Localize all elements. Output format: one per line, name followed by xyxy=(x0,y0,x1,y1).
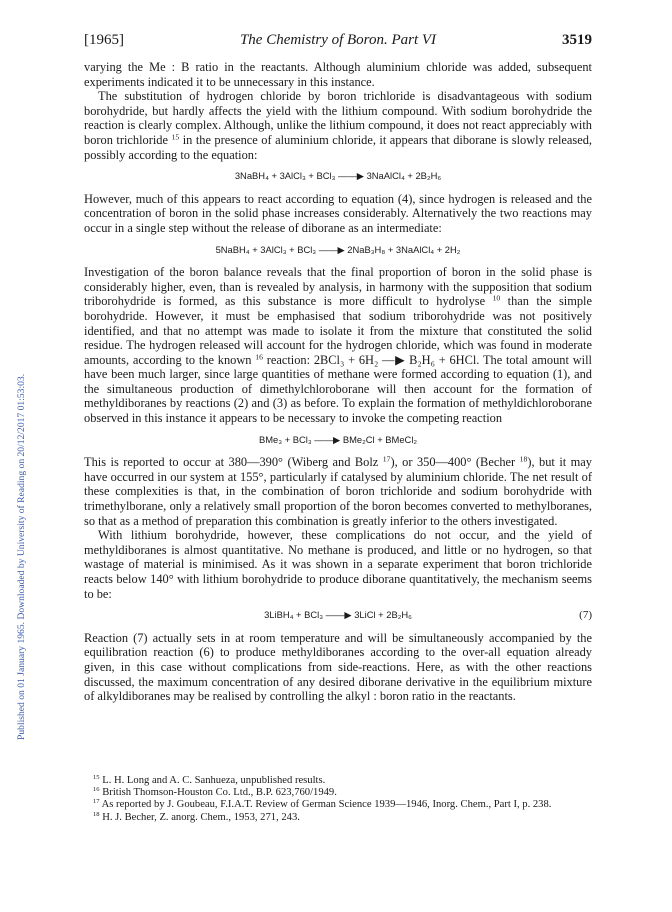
equation-2: 5NaBH₄ + 3AlCl₃ + BCl₃ ——▶ 2NaB₃H₈ + 3NaAlCl₄ + 2H₂ xyxy=(215,243,461,255)
paragraph-7-text: Reaction (7) actually sets in at room temperature and will be simultaneously accompanied by the equilibration reaction (6) to produce methyldiboranes according to the over-all equation already given, in this case without complications from side-reactions. Here, as with the other reactions discussed, the maximum concentration of any desired diborane derivative in the equilibrium mixture of alkyldiboranes may be realised by controlling the alkyl : boron ratio in the reactants. xyxy=(84,630,592,704)
paragraph-6-text: With lithium borohydride, however, these complications do not occur, and the yield of methyldiboranes is almost quantitative. No methane is produced, and little or no hydrogen, so that wastage of material is minimised. As it was shown in a separate experiment that boron trichloride reacts below 140° with lithium borohydride to produce diborane quantitatively, the mechanism seems to be: xyxy=(84,528,592,601)
footnote-number: 15 xyxy=(93,774,100,782)
footnote-17 xyxy=(84,799,592,811)
paragraph-2-text-b: in the presence of aluminium chloride, it appears that diborane is slowly released, possibly according to the equation: xyxy=(84,132,592,162)
equation-7-number: (7) xyxy=(579,609,592,622)
article-body xyxy=(84,60,592,704)
sidebar-publication-note xyxy=(6,150,27,750)
footnote-text: H. J. Becher, Z. anorg. Chem., 1953, 271, 243. xyxy=(102,811,300,823)
equation-7-text: 3LiBH₄ + BCl₃ ——▶ 3LiCl + 2B₂H₆ xyxy=(264,609,412,621)
reference-10: 10 xyxy=(492,293,501,303)
paragraph-5-text-c: ), but it may have occurred in our system at 155°, particularly if catalysed by aluminium chloride. The net result of these complexities is that, in the combination of boron trichloride and sodium borohydride with trimethylborane, only a relatively small proportion of the boron becomes converted to methylboranes, so that as a method of preparation this combination is greatly inferior to the others investigated. xyxy=(84,455,593,528)
reference-15: 15 xyxy=(171,132,180,142)
paragraph-4-text-c: reaction: 2BCl₃ + 6H₂ —▶ B₂H₆ + 6HCl. The total amount will have been much larger, since large quantities of methane were formed according to equation (1), and the simultaneous production of dimethylchloroborane will then account for the formation of methyldiboranes by reactions (2) and (3) as before. To explain the formation of methyldichloroborane observed in this instance it appears to be necessary to invoke the competing reaction xyxy=(84,352,592,426)
header-year: [1965] xyxy=(84,32,124,48)
footnote-number: 18 xyxy=(93,810,100,818)
paragraph-2-text-a: The substitution of hydrogen chloride by boron trichloride is disadvantageous with sodium borohydride, but hardly affects the yield with the lithium compound. With sodium borohydride the reaction is clearly complex. Although, unlike the lithium compound, it does not react appreciably with boron trichloride xyxy=(84,89,592,147)
footnote-text: British Thomson-Houston Co. Ltd., B.P. 623,760/1949. xyxy=(102,787,337,799)
paragraph-5 xyxy=(84,455,592,528)
reference-16: 16 xyxy=(255,352,263,362)
page-number: 3519 xyxy=(562,32,592,48)
paragraph-5-text-b: ), or 350—400° (Becher xyxy=(390,455,516,470)
paragraph-4 xyxy=(84,265,592,426)
paragraph-2 xyxy=(84,89,592,162)
footnote-15 xyxy=(84,775,592,787)
reference-18: 18 xyxy=(519,454,528,464)
paragraph-5-text-a: This is reported to occur at 380—390° (Wiberg and Bolz xyxy=(84,455,379,470)
footnote-18 xyxy=(84,812,592,824)
paragraph-7 xyxy=(84,631,592,704)
equation-1: 3NaBH₄ + 3AlCl₃ + BCl₃ ——▶ 3NaAlCl₄ + 2B₂H₆ xyxy=(234,170,442,182)
paragraph-4-text-b: than the simple borohydride. However, it must be emphasised that sodium triborohydride was not positively identified, and that no attempt was made to isolate it from the mixture that constituted the solid residue. The hydrogen released will account for the hydrogen chloride, which was found in moderate amounts, according to the known xyxy=(84,294,592,367)
paragraph-4-text-a: Investigation of the boron balance reveals that the final proportion of boron in the solid phase is considerably higher, even, than is revealed by analysis, in harmony with the supposition that sodium triborohydride is formed, as this substance is more difficult to hydrolyse xyxy=(84,265,592,309)
paragraph-1 xyxy=(84,60,592,89)
paragraph-1-text: varying the Me : B ratio in the reactants. Although aluminium chloride was added, subsequent experiments indicated it to be unnecessary in this instance. xyxy=(84,60,592,89)
footnote-text: L. H. Long and A. C. Sanhueza, unpublished results. xyxy=(102,775,326,786)
footnote-number: 16 xyxy=(93,786,100,794)
equation-3: BMe₃ + BCl₃ ——▶ BMe₂Cl + BMeCl₂ xyxy=(258,433,418,445)
paragraph-3 xyxy=(84,192,592,236)
paragraph-3-text: However, much of this appears to react according to equation (4), since hydrogen is released and the concentration of boron in the solid phase increases considerably. Alternatively the two reactions may occur in a single step without the release of diborane as an intermediate: xyxy=(84,191,592,235)
paragraph-6 xyxy=(84,528,592,601)
footnote-text: As reported by J. Goubeau, F.I.A.T. Review of German Science 1939—1946, Inorg. Chem., Part I, p. 238. xyxy=(101,799,552,811)
footnote-number: 17 xyxy=(93,798,100,806)
running-header xyxy=(84,32,592,54)
reference-17: 17 xyxy=(382,454,391,464)
header-title: The Chemistry of Boron. Part VI xyxy=(239,32,437,48)
footnotes xyxy=(84,775,592,824)
footnote-16 xyxy=(84,787,592,799)
equation-7 xyxy=(84,608,592,623)
sidebar-note-text: Published on 01 January 1965. Downloaded by University of Reading on 20/12/2017 01:53:03. xyxy=(16,373,27,740)
